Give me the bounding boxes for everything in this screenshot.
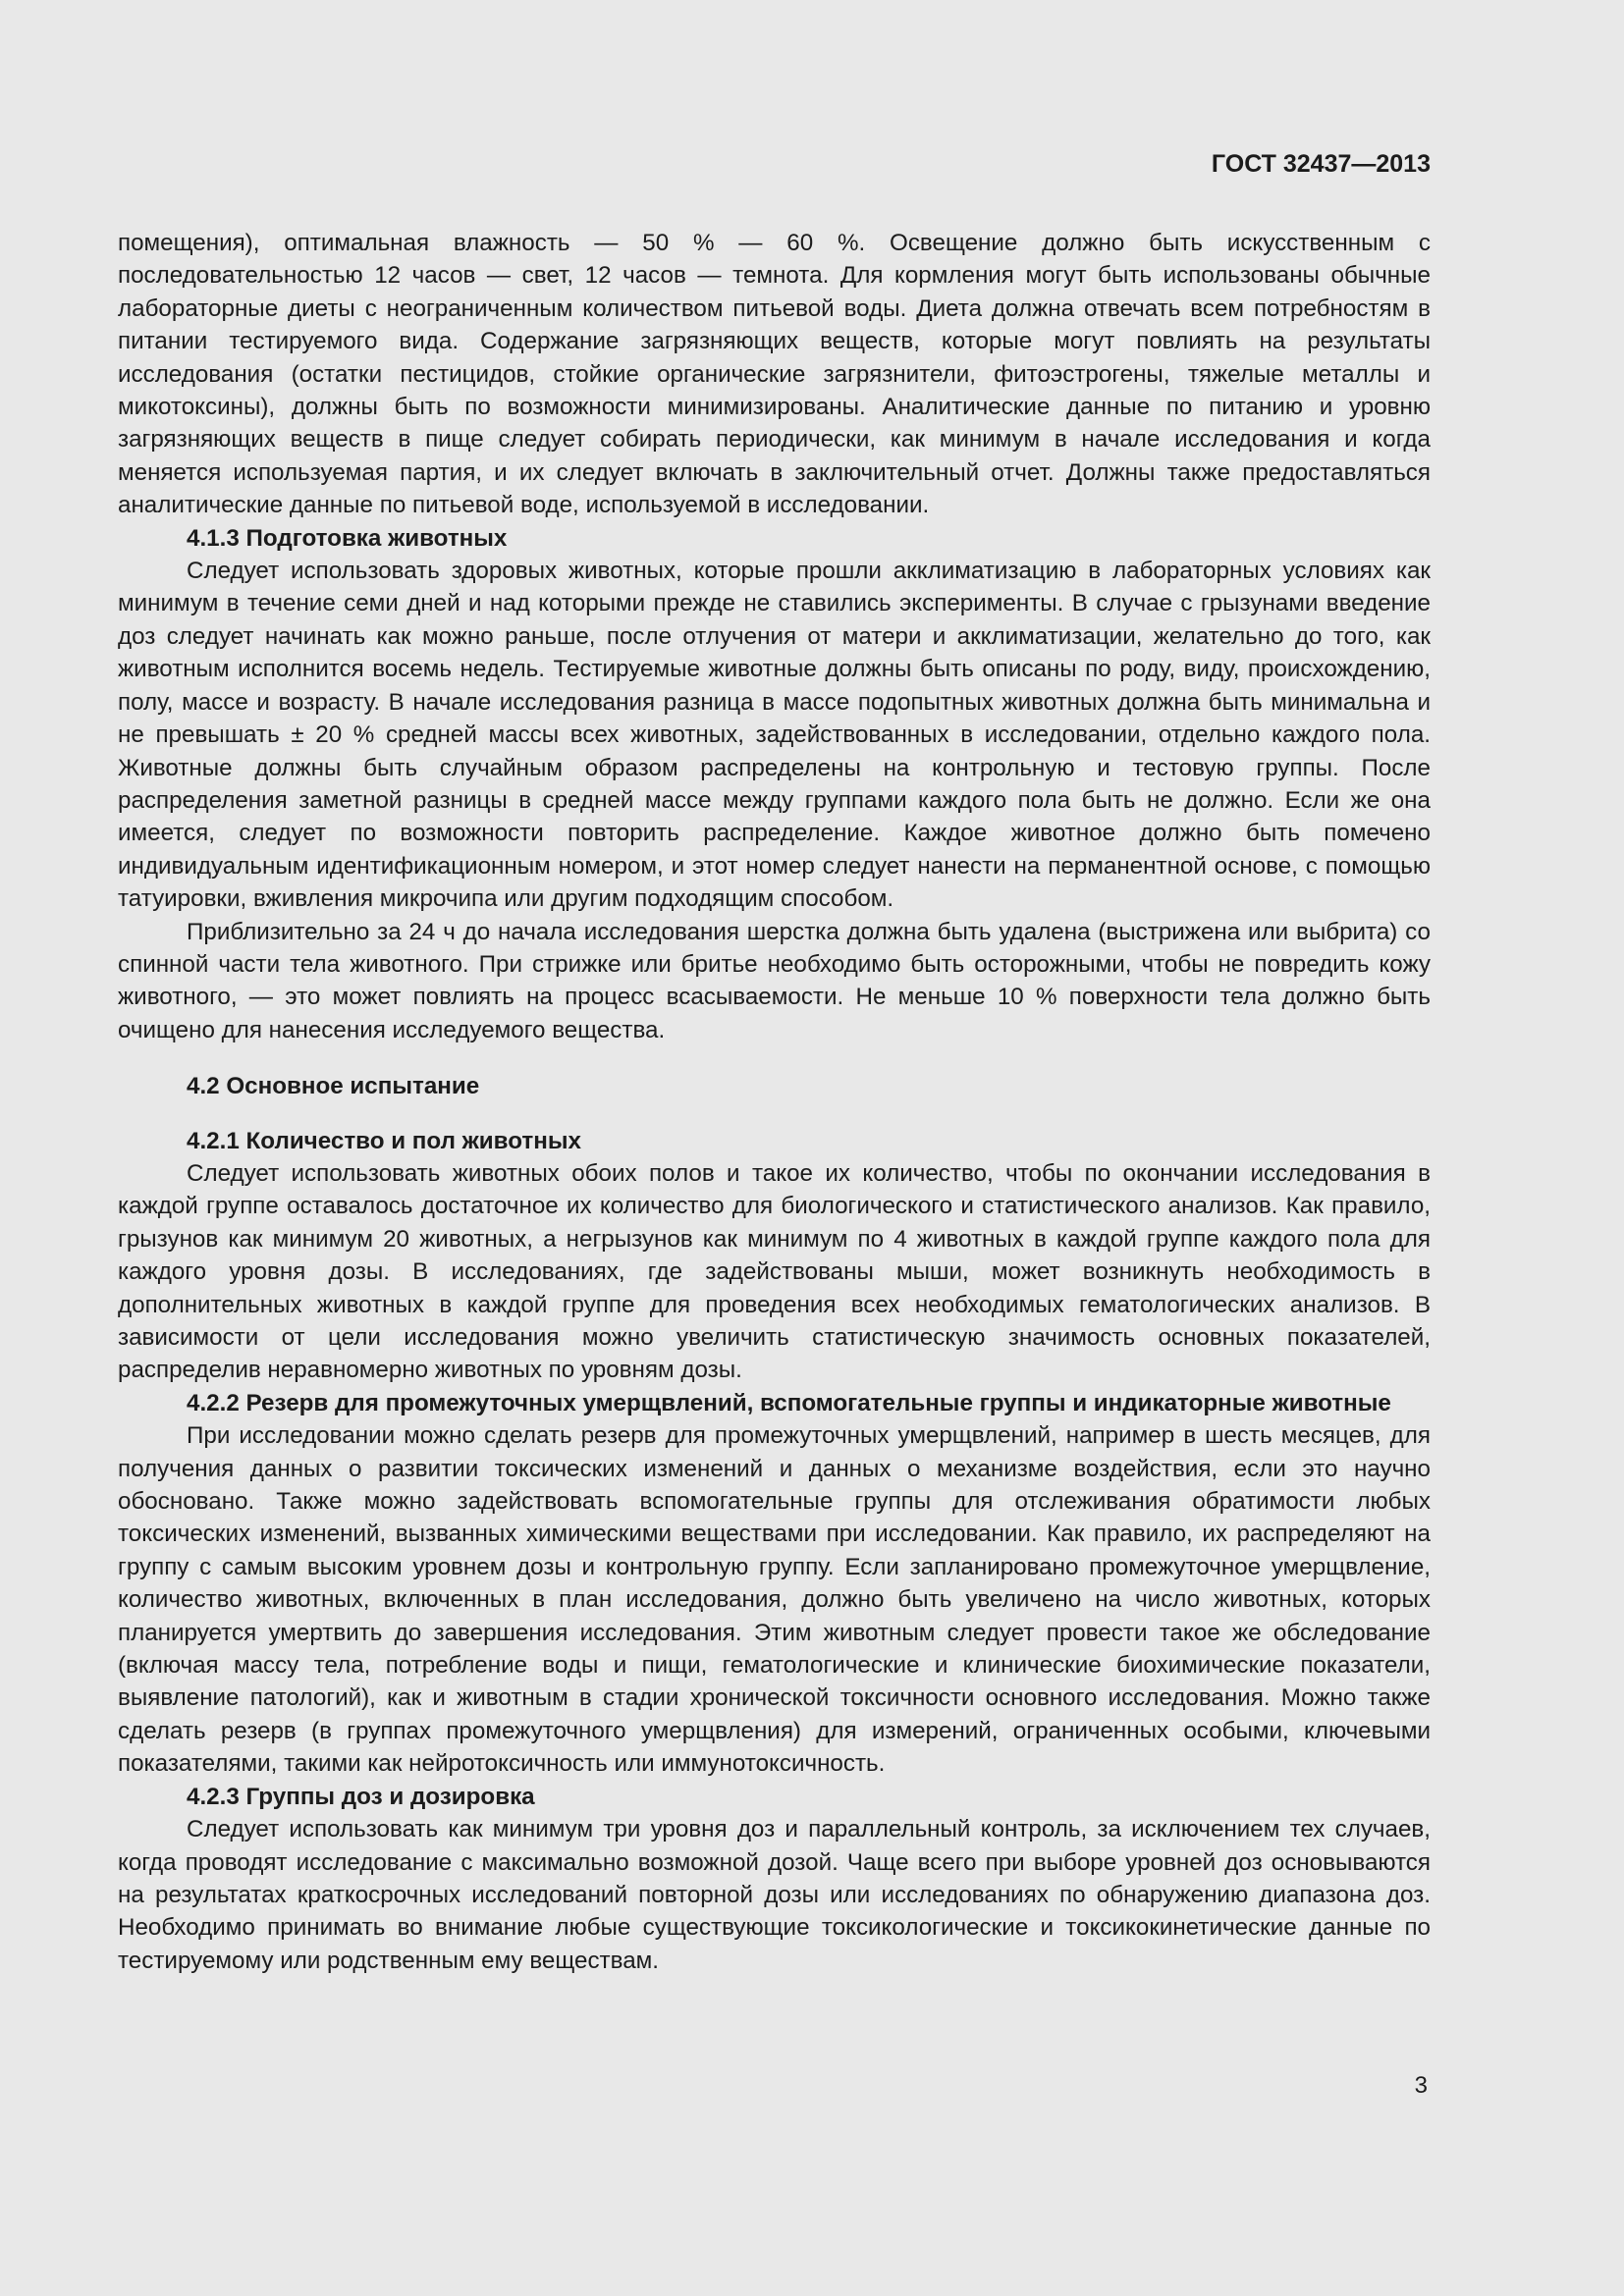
section-4-2-3-title: 4.2.3 Группы доз и дозировка (187, 1783, 535, 1810)
section-4-2-2-paragraph-1: При исследовании можно сделать резерв для промежуточных умерщвлений, например в шесть месяцев, для получения данных о развитии токсических изменений и данных о механизме воздействия, если это научно обосновано. Также можно задействовать вспомогательные группы для отслеживания обратимости любых токсических изменений, вызванных химическими веществами при исследовании. Как правило, их распределяют на группу с самым высоким уровнем дозы и контрольную группу. Если запланировано промежуточное умерщвление, количество животных, включенных в план исследования, должно быть увеличено на число животных, которых планируется умертвить до завершения исследования. Этим животным следует провести такое же обследование (включая массу тела, потребление воды и пищи, гематологические и клинические биохимические показатели, выявление патологий), как и животным в стадии хронической токсичности основного исследования. Можно также сделать резерв (в группах промежуточного умерщвления) для измерений, ограниченных особыми, ключевыми показателями, такими как нейротоксичность или иммунотоксичность. (118, 1422, 1431, 1778)
section-4-1-3-paragraph-1: Следует использовать здоровых животных, которые прошли акклиматизацию в лабораторных условиях как минимум в течение семи дней и над которыми прежде не ставились эксперименты. В случае с грызунами введение доз следует начинать как можно раньше, после отлучения от матери и акклиматизации, желательно до того, как животным исполнится восемь недель. Тестируемые животные должны быть описаны по роду, виду, происхождению, полу, массе и возрасту. В начале исследования разница в массе подопытных животных должна быть минимальна и не превышать ± 20 % средней массы всех животных, задействованных в исследовании, отдельно каждого пола. Животные должны быть случайным образом распределены на контрольную и тестовую группы. После распределения заметной разницы в средней массе между группами каждого пола быть не должно. Если же она имеется, следует по возможности повторить распределение. Каждое животное должно быть помечено индивидуальным идентификационным номером, и этот номер следует нанести на перманентной основе, с помощью татуировки, вживления микрочипа или другим подходящим способом. (118, 558, 1431, 913)
page-number: 3 (1414, 2072, 1428, 2099)
section-4-2-1-title: 4.2.1 Количество и пол животных (187, 1127, 581, 1154)
section-4-1-3-paragraph-2: Приблизительно за 24 ч до начала исследования шерстка должна быть удалена (выстрижена или выбрита) со спинной части тела животного. При стрижке или бритье необходимо быть осторожными, чтобы не повредить кожу животного, — это может повлиять на процесс всасываемости. Не меньше 10 % поверхности тела должно быть очищено для нанесения исследуемого вещества. (118, 918, 1431, 1043)
section-4-2-1-paragraph-1: Следует использовать животных обоих полов и такое их количество, чтобы по окончании исследования в каждой группе оставалось достаточное их количество для биологического и статистического анализов. Как правило, грызунов как минимум 20 животных, а негрызунов как минимум по 4 животных в каждой группе каждого пола для каждого уровня дозы. В исследованиях, где задействованы мыши, может возникнуть необходимость в дополнительных животных в каждой группе для проведения всех необходимых гематологических анализов. В зависимости от цели исследования можно увеличить статистическую значимость основных показателей, распределив неравномерно животных по уровням дозы. (118, 1159, 1431, 1384)
section-4-2-3-paragraph-1: Следует использовать как минимум три уровня доз и параллельный контроль, за исключением тех случаев, когда проводят исследование с максимально возможной дозой. Чаще всего при выборе уровней доз основываются на результатах краткосрочных исследований повторной дозы или исследованиях по обнаружению диапазона доз. Необходимо принимать во внимание любые существующие токсикологические и токсикокинетические данные по тестируемому или родственным ему веществам. (118, 1816, 1431, 1974)
section-4-2-title: 4.2 Основное испытание (187, 1073, 480, 1100)
document-header: ГОСТ 32437—2013 (1211, 150, 1431, 178)
section-4-1-3-title: 4.1.3 Подготовка животных (187, 524, 508, 552)
intro-paragraph: помещения), оптимальная влажность — 50 % — 60 %. Освещение должно быть искусственным с последовательностью 12 часов — свет, 12 часов — темнота. Для кормления могут быть использованы обычные лабораторные диеты с неограниченным количеством питьевой воды. Диета должна отвечать всем потребностям в питании тестируемого вида. Содержание загрязняющих веществ, которые могут повлиять на результаты исследования (остатки пестицидов, стойкие органические загрязнители, фитоэстрогены, тяжелые металлы и микотоксины), должны быть по возможности минимизированы. Аналитические данные по питанию и уровню загрязняющих веществ в пище следует собирать периодически, как минимум в начале исследования и когда меняется используемая партия, и их следует включать в заключительный отчет. Должны также предоставляться аналитические данные по питьевой воде, используемой в исследовании. (118, 230, 1431, 519)
section-4-2-2-title: 4.2.2 Резерв для промежуточных умерщвлений, вспомогательные группы и индикаторные животные (187, 1389, 1391, 1416)
